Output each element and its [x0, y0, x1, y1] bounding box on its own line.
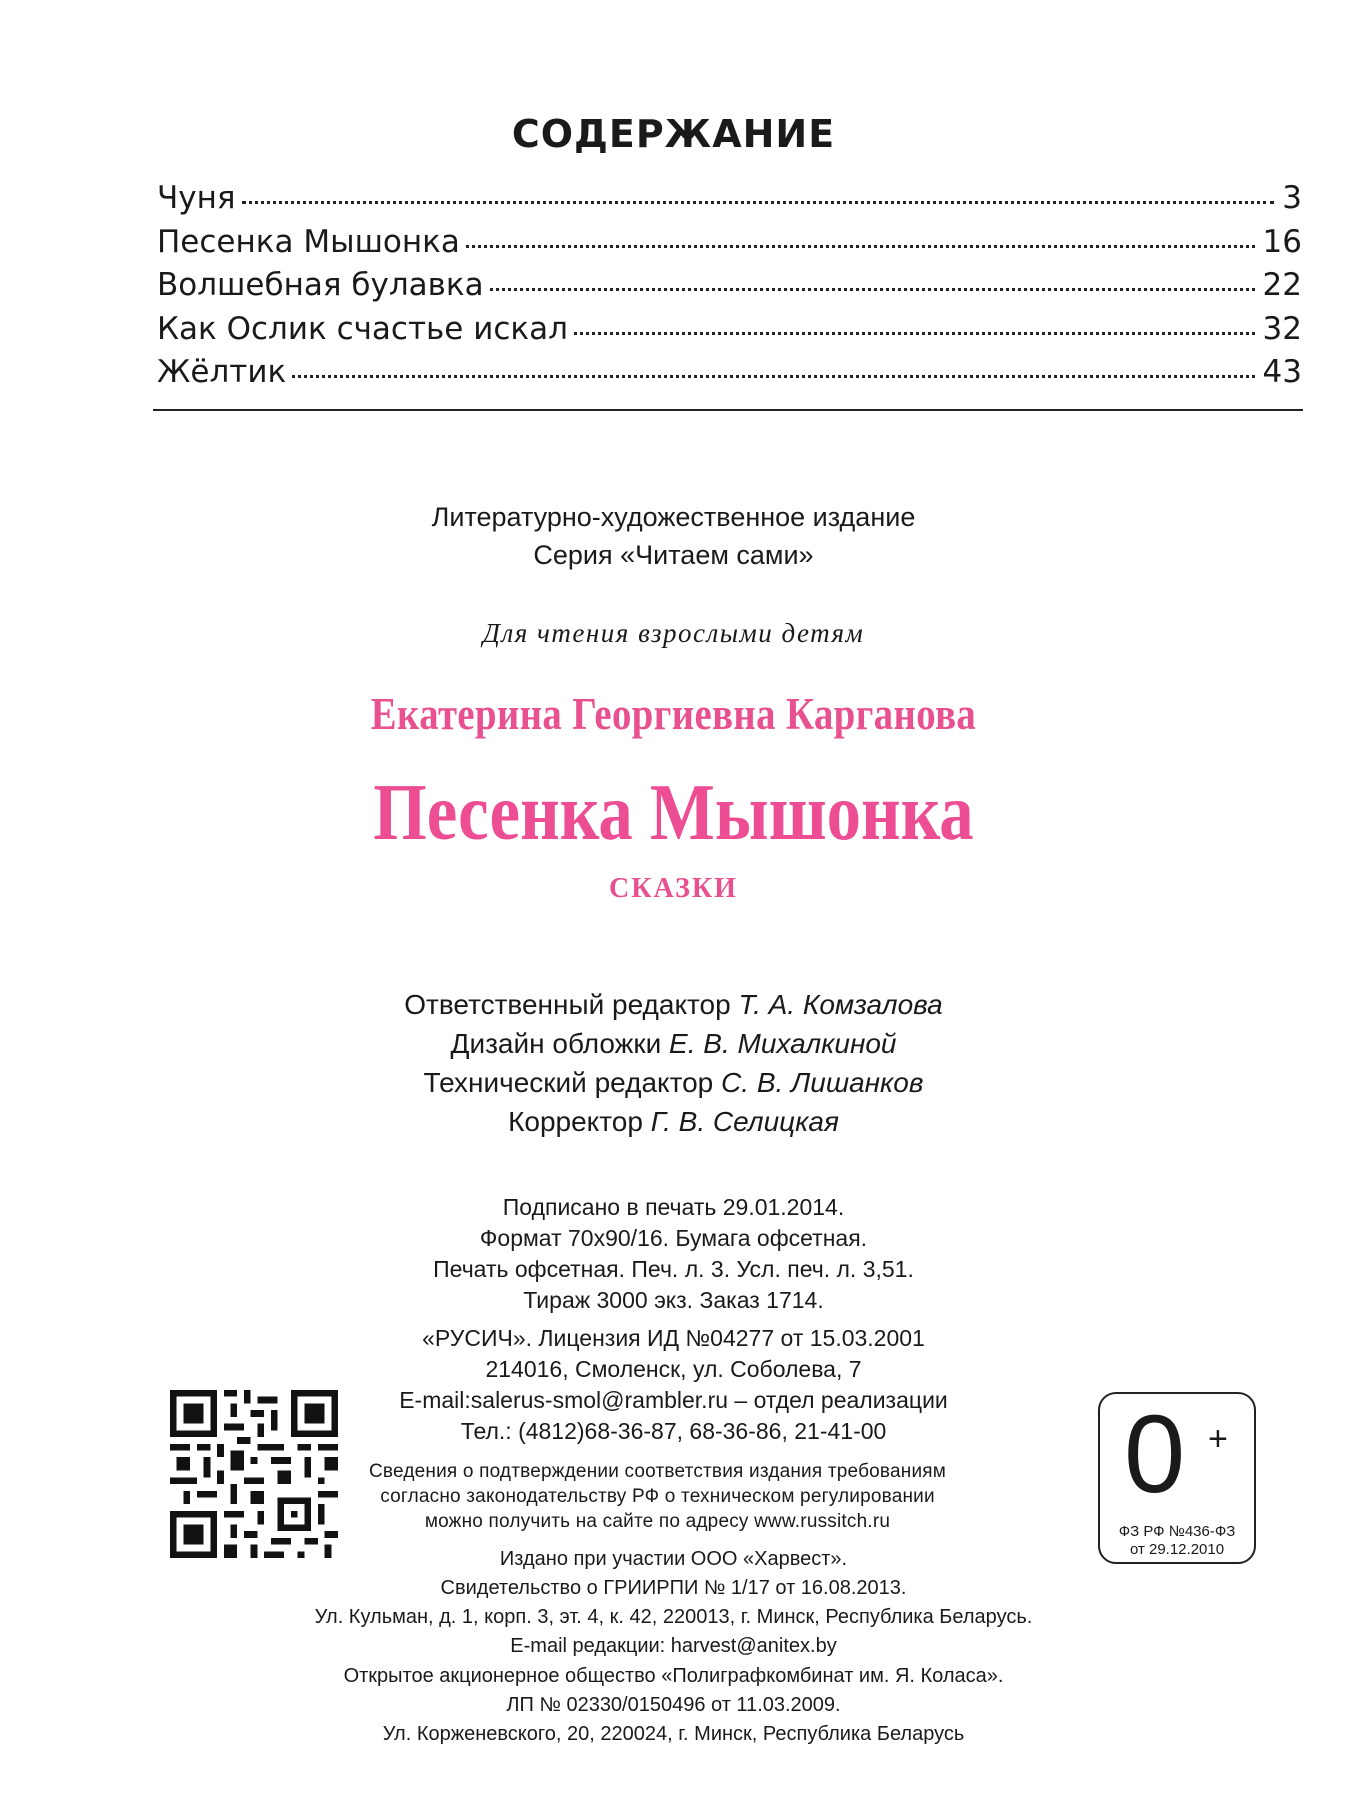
toc-entry-page: 3	[1282, 180, 1302, 216]
edition-info	[0, 498, 1347, 574]
toc-leader-dots	[574, 332, 1255, 335]
printing-line: Печать офсетная. Печ. л. 3. Усл. печ. л. 3,51.	[433, 1256, 914, 1282]
age-rating-plus: +	[1208, 1420, 1228, 1458]
credit-line	[0, 985, 1347, 1024]
divider	[153, 409, 1303, 411]
age-rating-value: 0	[1124, 1393, 1186, 1516]
toc-entry-title: Чуня	[157, 180, 236, 216]
credit-line	[0, 1102, 1347, 1141]
printing-line: Подписано в печать 29.01.2014.	[502, 1194, 845, 1220]
conformity-line: можно получить на сайте по адресу www.russitch.ru	[424, 1511, 891, 1532]
toc-entry-page: 43	[1262, 354, 1302, 390]
copublisher-line: Издано при участии ООО «Харвест».	[499, 1548, 848, 1570]
credit-person: С. В. Лишанков	[721, 1067, 924, 1098]
conformity-notice	[0, 1459, 1347, 1534]
edition-type: Литературно-художественное издание	[431, 502, 916, 532]
credit-line	[0, 1024, 1347, 1063]
age-rating-law-date: от 29.12.2010	[1129, 1541, 1225, 1558]
printing-line: Формат 70х90/16. Бумага офсетная.	[479, 1225, 868, 1251]
toc-leader-dots	[466, 245, 1255, 248]
edition-series: Серия «Читаем сами»	[533, 540, 814, 570]
genre-label: СКАЗКИ	[609, 873, 738, 904]
table-of-contents	[157, 180, 1302, 398]
conformity-line: Сведения о подтверждении соответствия издания требованиям	[368, 1461, 947, 1482]
toc-leader-dots	[490, 288, 1255, 291]
publisher-line: Тел.: (4812)68-36-87, 68-36-86, 21-41-00	[460, 1418, 887, 1444]
toc-entry-page: 32	[1262, 310, 1302, 347]
printing-details	[0, 1192, 1347, 1316]
printer-line: Открытое акционерное общество «Полиграфкомбинат им. Я. Коласа».	[343, 1665, 1004, 1687]
toc-entry-title: Песенка Мышонка	[157, 223, 460, 260]
printer-line: ЛП № 02330/0150496 от 11.03.2009.	[506, 1694, 841, 1716]
credit-role: Корректор	[508, 1106, 643, 1137]
printer-info	[0, 1662, 1347, 1749]
toc-leader-dots	[292, 375, 1254, 378]
audience-note: Для чтения взрослыми детям	[482, 618, 865, 648]
age-rating-law: ФЗ РФ №436-ФЗ	[1118, 1523, 1236, 1540]
credit-role: Ответственный редактор	[404, 989, 731, 1020]
credit-role: Дизайн обложки	[450, 1028, 662, 1059]
publisher-line: «РУСИЧ». Лицензия ИД №04277 от 15.03.2001	[422, 1325, 925, 1351]
toc-entry	[157, 354, 1302, 398]
publisher-line: 214016, Смоленск, ул. Соболева, 7	[485, 1356, 862, 1382]
copublisher-line: Свидетельство о ГРИИРПИ № 1/17 от 16.08.2013.	[440, 1577, 907, 1599]
toc-leader-dots	[242, 201, 1275, 204]
toc-entry-page: 16	[1262, 223, 1302, 260]
credit-person: Е. В. Михалкиной	[669, 1028, 897, 1059]
book-title: Песенка Мышонка	[373, 769, 974, 857]
toc-heading: СОДЕРЖАНИЕ	[511, 112, 836, 156]
toc-entry	[157, 180, 1302, 224]
toc-entry	[157, 311, 1302, 355]
toc-entry-page: 22	[1262, 267, 1302, 303]
credit-role: Технический редактор	[423, 1067, 714, 1098]
toc-entry-title: Жёлтик	[157, 354, 287, 390]
printer-line: Ул. Корженевского, 20, 220024, г. Минск, Республика Беларусь	[382, 1723, 965, 1745]
credit-person: Т. А. Комзалова	[738, 989, 943, 1020]
credits	[0, 985, 1347, 1141]
toc-entry	[157, 267, 1302, 311]
copublisher-info	[0, 1545, 1347, 1661]
copublisher-line: E-mail редакции: harvest@anitex.by	[510, 1635, 837, 1657]
author-name: Екатерина Георгиевна Карганова	[370, 689, 977, 739]
conformity-line: согласно законодательству РФ о техническом регулировании	[380, 1486, 935, 1507]
toc-entry-title: Как Ослик счастье искал	[157, 310, 568, 347]
toc-entry	[157, 224, 1302, 268]
publisher-line: E-mail:salerus-smol@rambler.ru – отдел реализации	[399, 1387, 948, 1413]
copublisher-line: Ул. Кульман, д. 1, корп. 3, эт. 4, к. 42, 220013, г. Минск, Республика Беларусь.	[314, 1606, 1033, 1628]
credit-person: Г. В. Селицкая	[650, 1106, 839, 1137]
credit-line	[0, 1063, 1347, 1102]
printing-line: Тираж 3000 экз. Заказ 1714.	[523, 1287, 824, 1313]
toc-entry-title: Волшебная булавка	[157, 267, 484, 303]
